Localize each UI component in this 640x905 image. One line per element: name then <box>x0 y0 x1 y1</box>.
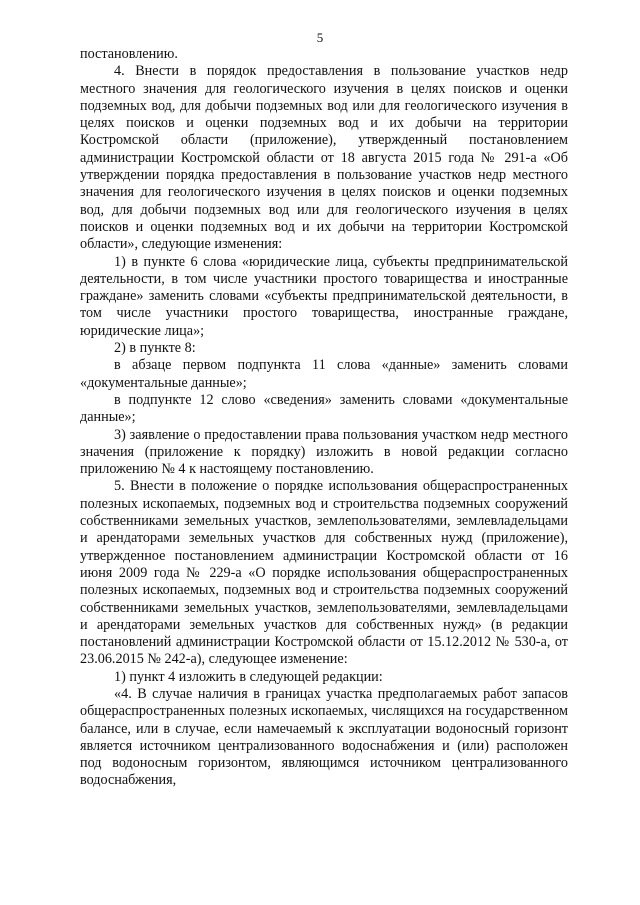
paragraph: в подпункте 12 слово «сведения» заменить словами «документальные данные»; <box>80 391 568 426</box>
paragraph: постановлению. <box>80 46 178 62</box>
paragraph: 1) в пункте 6 слова «юридические лица, субъекты предпринимательской деятельности, в том числе участники простого товарищества и иностранные граждане» заменить словами «субъекты предпринимательской деятельности, в том числе участники простого товарищества, иностранные граждане, юридические лица»; <box>80 253 568 339</box>
paragraph: 3) заявление о предоставлении права пользования участком недр местного значения (приложение к порядку) изложить в новой редакции согласно приложению № 4 к настоящему постановлению. <box>80 426 568 478</box>
paragraph: 2) в пункте 8: <box>114 340 196 357</box>
page-number: 5 <box>316 30 324 45</box>
paragraph: 4. Внести в порядок предоставления в пользование участков недр местного значения для геологического изучения в целях поисков и оценки подземных вод, для добычи подземных вод или для геологического изучения в целях поисков и оценки подземных вод и их добычи на территории Костромской области (приложение), утвержденный постановлением администрации Костромской области от 18 августа 2015 года № 291-а «Об утверждении порядка предоставления в пользование участков недр местного значения для геологического изучения в целях поисков и оценки подземных вод, для добычи подземных вод или для геологического изучения в целях поисков и оценки подземных вод и их добычи на территории Костромской области», следующие изменения: <box>80 63 568 253</box>
document-body <box>80 46 568 790</box>
paragraph: 1) пункт 4 изложить в следующей редакции: <box>114 668 383 685</box>
paragraph: в абзаце первом подпункта 11 слова «данные» заменить словами «документальные данные»; <box>80 357 568 391</box>
paragraph: 5. Внести в положение о порядке использования общераспространенных полезных ископаемых, подземных вод и строительства подземных сооружений собственниками земельных участков, землепользователями, землевладельцами и арендаторами земельных участков для собственных нужд (приложение), утвержденное постановлением администрации Костромской области от 16 июня 2009 года № 229-а «О порядке использования общераспространенных полезных ископаемых, подземных вод и строительства подземных сооружений собственниками земельных участков, землепользователями, землевладельцами и арендаторами земельных участков для собственных нужд» (в редакции постановлений администрации Костромской области от 15.12.2012 № 530-а, от 23.06.2015 № 242-а), следующее изменение: <box>80 478 568 668</box>
paragraph: «4. В случае наличия в границах участка предполагаемых работ запасов общераспространенных полезных ископаемых, числящихся на государственном балансе, или в случае, если намечаемый к эксплуатации водоносный горизонт является источником централизованного водоснабжения и (или) расположен под водоносным горизонтом, являющимся источником централизованного водоснабжения, <box>80 685 568 789</box>
